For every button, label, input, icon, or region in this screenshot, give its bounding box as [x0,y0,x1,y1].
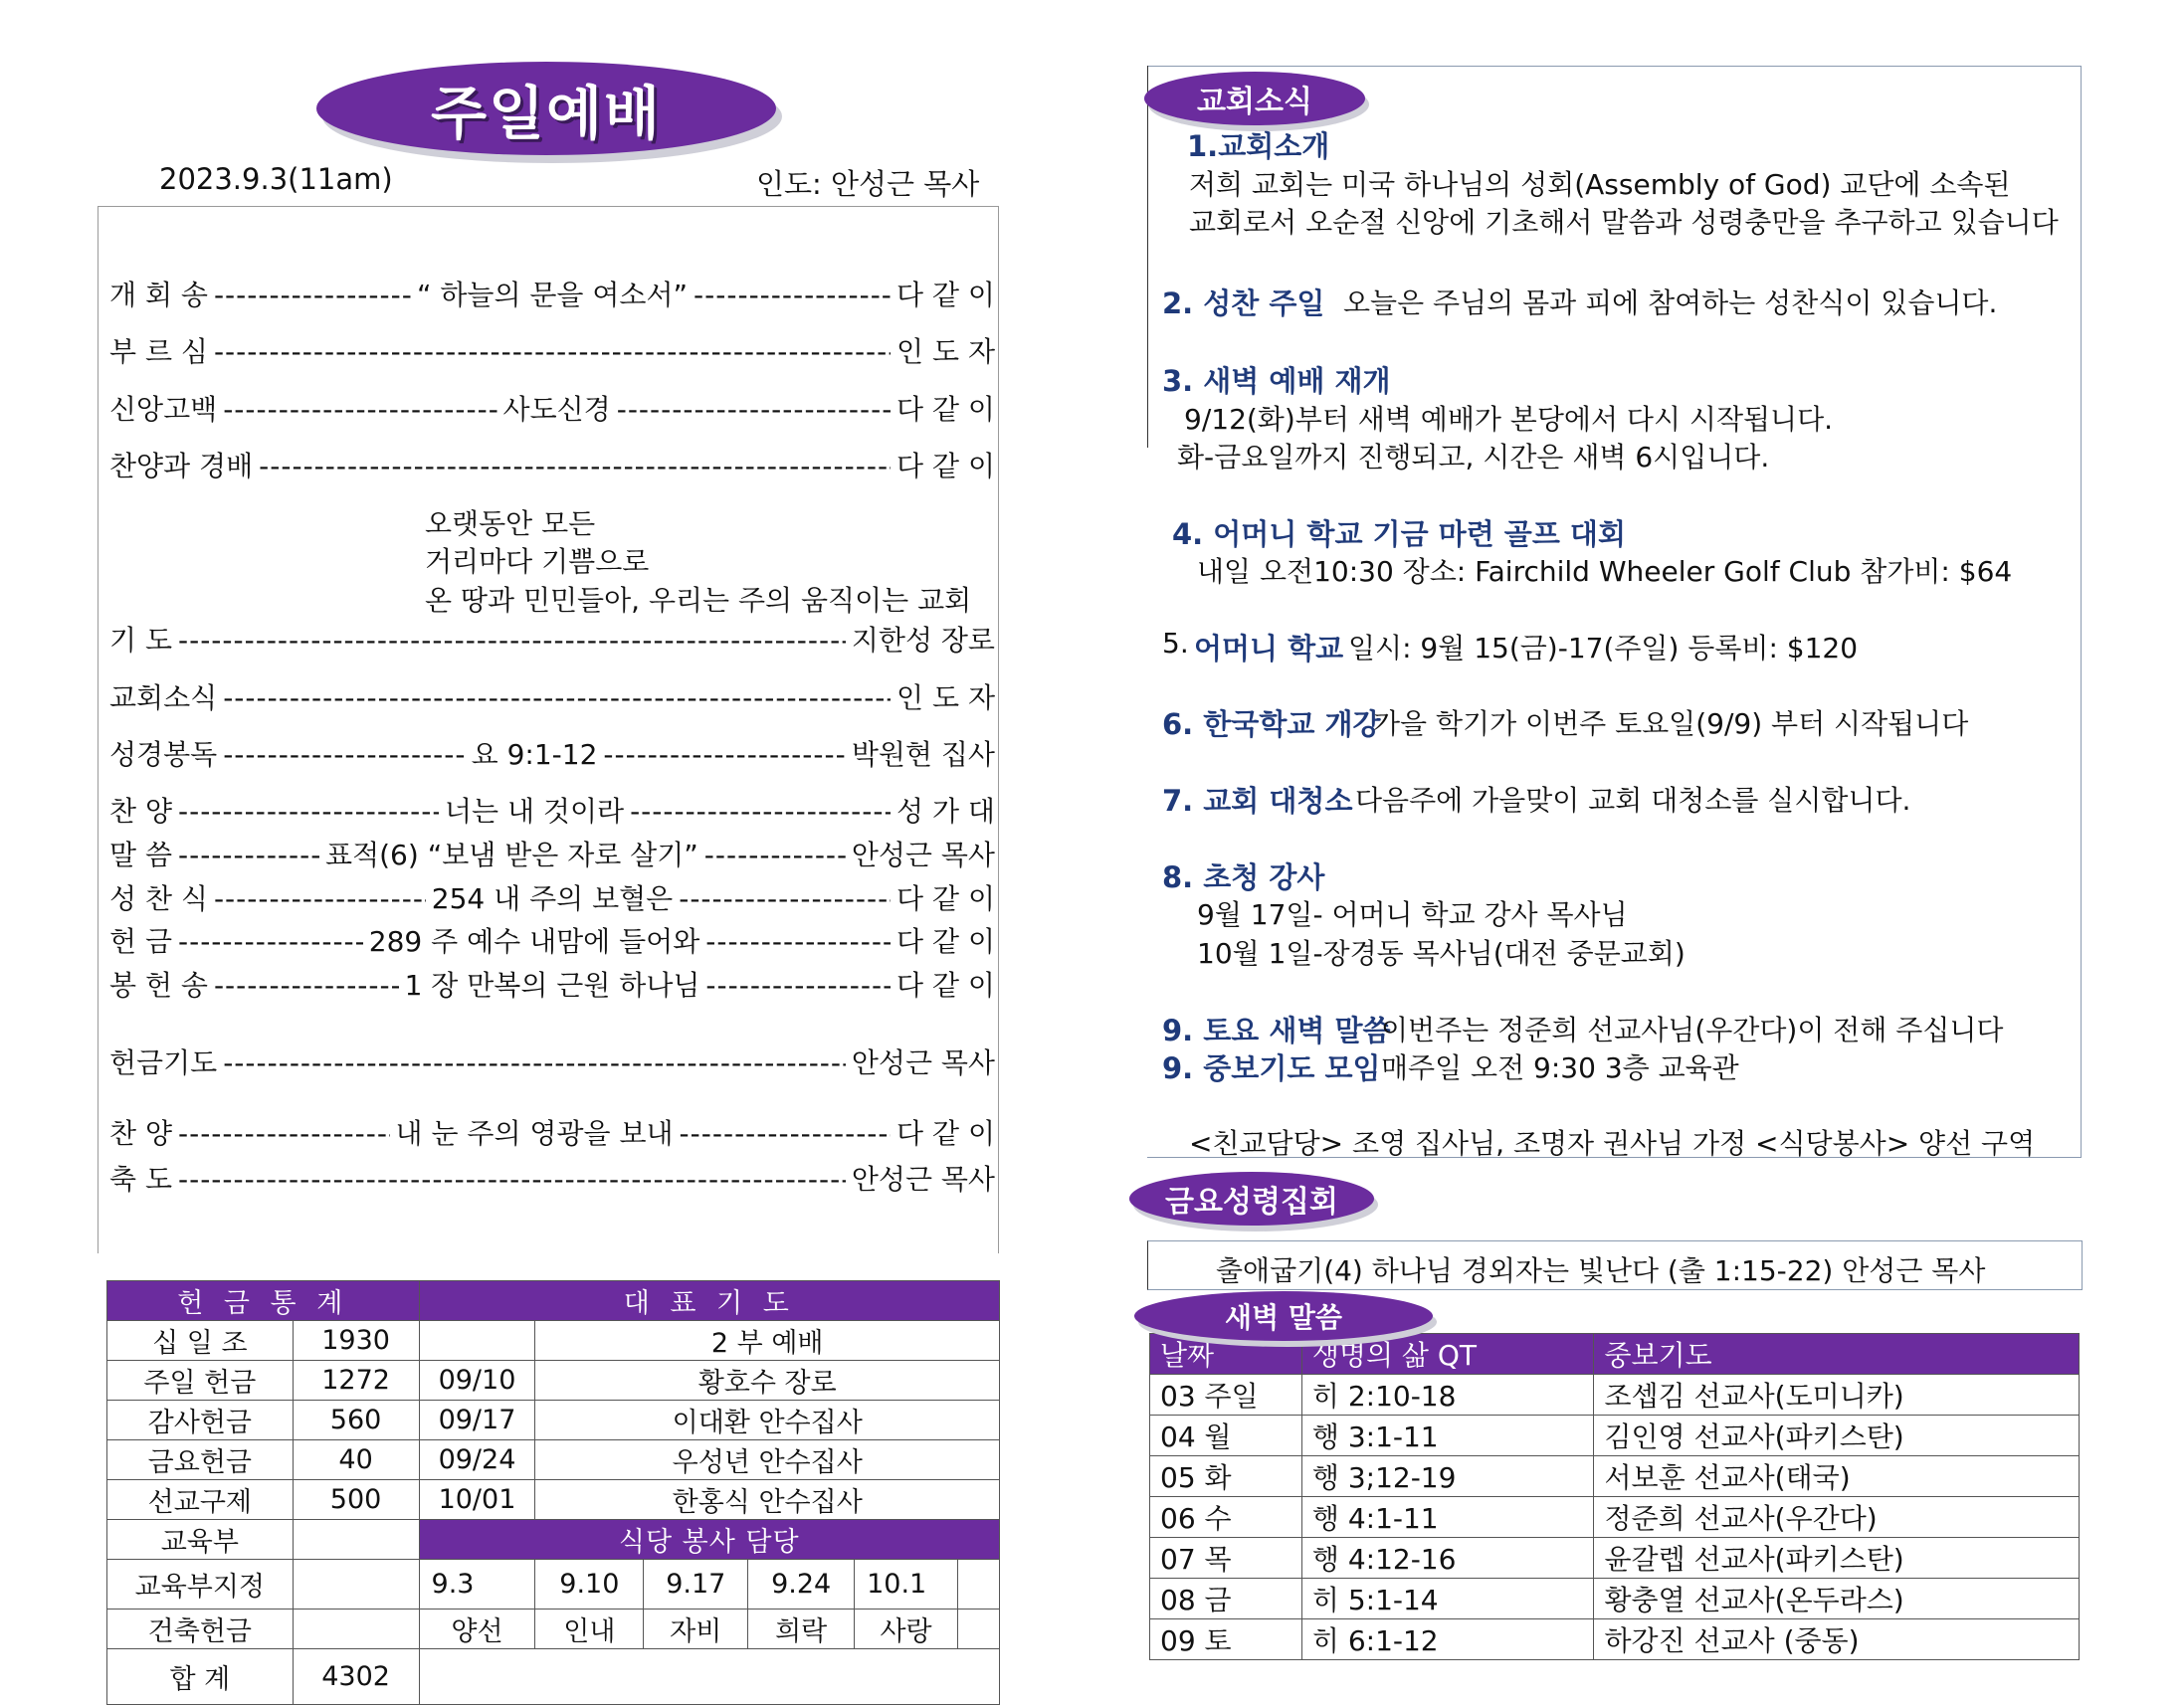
dash-leader [679,882,891,915]
dawn-qt-table [1149,1333,2080,1660]
order-item-label: 찬 양 [109,1117,172,1150]
dining-group: 인내 [535,1610,644,1649]
order-item-label: 축 도 [109,1163,172,1196]
dash-leader [705,969,891,1002]
service-date: 2023.9.3(11am) [159,162,393,196]
order-item-label: 헌 금 [109,925,172,958]
table-row [1150,1538,2080,1579]
order-item-person: 다 같 이 [896,279,995,311]
order-item-content: 289 주 예수 내맘에 들어와 [368,925,700,958]
news-text: 교회로서 오순절 신앙에 기초해서 말씀과 성령충만을 추구하고 있습니다 [1189,206,2059,239]
news-heading: 7. 교회 대청소 [1162,784,1353,818]
order-item [109,445,995,484]
order-item-person: 다 같 이 [896,1117,995,1150]
qt-prayer: 하강진 선교사 (중동) [1594,1619,2080,1660]
order-item-person: 박원현 집사 [851,738,995,771]
stat-total-amount: 4302 [293,1649,419,1705]
dining-group: 희락 [748,1610,855,1649]
church-news-badge [1144,72,1365,125]
dash-leader [680,1117,892,1150]
dash-leader [178,624,846,657]
order-item [109,733,995,773]
order-item [109,619,995,659]
worship-title: 주일예배 [430,80,663,147]
stat-name: 선교구제 [107,1480,294,1520]
table-row [1150,1416,2080,1456]
dining-date: 9.3 [419,1560,535,1610]
order-item-label: 찬양과 경배 [109,450,254,482]
qt-reading: 행 4:1-11 [1301,1497,1594,1538]
news-text: 화-금요일까지 진행되고, 시간은 새벽 6시입니다. [1177,441,1770,474]
dash-leader [259,450,891,482]
dining-group: 자비 [644,1610,748,1649]
dash-leader [178,1117,390,1150]
qt-prayer: 조셉김 선교사(도미니카) [1594,1375,2080,1416]
order-item [109,1158,995,1198]
dash-leader [178,795,439,828]
worship-title-badge [316,62,776,155]
dash-leader [705,925,891,958]
qt-header-date: 날짜 [1150,1334,1302,1375]
order-item [109,1042,995,1081]
table-row [1150,1497,2080,1538]
table-row [1150,1375,2080,1416]
stat-name: 교육부 [107,1520,294,1560]
stat-total-label: 합 계 [107,1649,294,1705]
order-item-person: 다 같 이 [896,393,995,426]
service-leader: 인도: 안성근 목사 [756,167,980,201]
dash-leader [630,795,891,828]
qt-prayer: 황충열 선교사(온두라스) [1594,1579,2080,1619]
news-text: 9/12(화)부터 새벽 예배가 본당에서 다시 시작됩니다. [1184,403,1834,436]
prayer-date: 09/10 [419,1361,535,1401]
qt-reading: 히 2:10-18 [1301,1375,1594,1416]
stat-amount [293,1610,419,1649]
order-item-person: 다 같 이 [896,925,995,958]
stat-name: 건축헌금 [107,1610,294,1649]
news-text: 가을 학기가 이번주 토요일(9/9) 부터 시작됩니다 [1373,707,1969,740]
dash-leader [223,738,465,771]
news-text: 오늘은 주님의 몸과 피에 참여하는 성찬식이 있습니다. [1343,286,1998,319]
dining-date: 9.24 [748,1560,855,1610]
duty-line: <친교담당> 조영 집사님, 조명자 권사님 가정 <식당봉사> 양선 구역 [1189,1127,2036,1160]
order-item-person: 다 같 이 [896,969,995,1002]
church-news-divider [1147,66,1148,448]
news-heading: 3. 새벽 예배 재개 [1162,364,1391,398]
order-item [109,920,995,960]
news-text: 다음주에 가을맞이 교회 대청소를 실시합니다. [1355,784,1911,817]
order-item-label: 봉 헌 송 [109,969,208,1002]
friday-meeting-title: 금요성령집회 [1165,1185,1338,1220]
order-item-person: 안성근 목사 [851,839,995,871]
order-item-person: 인 도 자 [896,681,995,714]
order-item-content: 내 눈 주의 영광을 보내 [395,1117,674,1150]
stat-amount: 40 [293,1440,419,1480]
stat-name: 주일 헌금 [107,1361,294,1401]
dash-leader [603,738,845,771]
order-item-person: 인 도 자 [896,335,995,368]
order-item-person: 안성근 목사 [851,1163,995,1196]
order-item [109,834,995,873]
order-item-label: 헌금기도 [109,1046,218,1079]
news-number: 5. [1162,627,1189,660]
prayer-name: 이대환 안수집사 [535,1401,1000,1440]
news-text: 10월 1일-장경동 목사님(대전 중문교회) [1197,937,1686,970]
dash-leader [214,279,411,311]
dining-date: 9.10 [535,1560,644,1610]
order-item-label: 부 르 심 [109,335,208,368]
qt-reading: 히 6:1-12 [1301,1619,1594,1660]
news-text: 이번주는 정준희 선교사님(우간다)이 전해 주십니다 [1381,1014,2004,1046]
order-item-person: 다 같 이 [896,882,995,915]
dash-leader [178,1163,846,1196]
dining-date: 9.17 [644,1560,748,1610]
order-item [109,330,995,370]
order-item-person: 다 같 이 [896,450,995,482]
order-item-content: 254 내 주의 보혈은 [431,882,674,915]
order-item-content: 사도신경 [502,393,611,426]
table-row [1150,1579,2080,1619]
news-heading: 9. 토요 새벽 말씀 [1162,1014,1391,1047]
qt-reading: 행 4:12-16 [1301,1538,1594,1579]
order-item [109,388,995,428]
offering-prayer-table [106,1280,1000,1705]
order-item [109,274,995,313]
news-heading: 어머니 학교 [1194,632,1344,665]
lyric-line: 온 땅과 민민들아, 우리는 주의 움직이는 교회 [425,584,972,617]
qt-reading: 행 3:1-11 [1301,1416,1594,1456]
news-text: 매주일 오전 9:30 3층 교육관 [1381,1051,1739,1084]
dash-leader [617,393,891,426]
qt-header-reading: 생명의 삶 QT [1301,1334,1594,1375]
dash-leader [223,681,891,714]
qt-day: 07 목 [1150,1538,1302,1579]
order-item-person: 안성근 목사 [851,1046,995,1079]
dash-leader [214,969,399,1002]
qt-prayer: 김인영 선교사(파키스탄) [1594,1416,2080,1456]
prayer-name: 황호수 장로 [535,1361,1000,1401]
order-item [109,1112,995,1152]
qt-prayer: 서보훈 선교사(태국) [1594,1456,2080,1497]
order-item-label: 기 도 [109,624,172,657]
dash-leader [694,279,891,311]
news-text: 9월 17일- 어머니 학교 강사 목사님 [1197,898,1628,931]
qt-day: 03 주일 [1150,1375,1302,1416]
prayer-date: 10/01 [419,1480,535,1520]
prayer-name: 우성년 안수집사 [535,1440,1000,1480]
dining-group: 사랑 [855,1610,958,1649]
dash-leader [178,839,319,871]
stat-name: 감사헌금 [107,1401,294,1440]
news-text: 일시: 9월 15(금)-17(주일) 등록비: $120 [1348,632,1859,664]
stat-amount: 1930 [293,1321,419,1361]
dash-leader [223,393,496,426]
prayer-name: 한홍식 안수집사 [535,1480,1000,1520]
dash-leader [178,925,363,958]
lyric-line: 오랫동안 모든 [425,507,596,540]
dining-header: 식당 봉사 담당 [419,1520,999,1560]
order-item [109,877,995,917]
qt-prayer: 윤갈렙 선교사(파키스탄) [1594,1538,2080,1579]
order-item [109,964,995,1004]
order-item-content: “ 하늘의 문을 여소서” [416,279,689,311]
dining-group: 양선 [419,1610,535,1649]
order-item-person: 성 가 대 [896,795,995,828]
church-news-title: 교회소식 [1197,85,1312,119]
qt-day: 05 화 [1150,1456,1302,1497]
prayer-service-title: 2 부 예배 [535,1321,1000,1361]
order-item-label: 개 회 송 [109,279,208,311]
table-row [1150,1456,2080,1497]
order-item-content: 요 9:1-12 [471,738,598,771]
stat-amount: 560 [293,1401,419,1440]
order-item-label: 신앙고백 [109,393,218,426]
stat-amount: 1272 [293,1361,419,1401]
friday-meeting-badge [1129,1172,1374,1226]
qt-day: 04 월 [1150,1416,1302,1456]
dawn-word-title: 새벽 말씀 [1225,1301,1342,1334]
news-heading: 6. 한국학교 개강 [1162,707,1381,741]
order-item-label: 찬 양 [109,795,172,828]
news-text: 저희 교회는 미국 하나님의 성회(Assembly of God) 교단에 소속된 [1189,168,2011,201]
dash-leader [223,1046,846,1079]
news-heading: 4. 어머니 학교 기금 마련 골프 대회 [1172,517,1626,551]
offering-stats-header: 헌 금 통 계 [107,1281,420,1321]
qt-prayer: 정준희 선교사(우간다) [1594,1497,2080,1538]
dawn-word-badge [1134,1291,1433,1341]
qt-header-prayer: 중보기도 [1594,1334,2080,1375]
order-item-label: 성 찬 식 [109,882,208,915]
stat-name: 십 일 조 [107,1321,294,1361]
dash-leader [704,839,846,871]
order-item-label: 말 씀 [109,839,172,871]
order-item-label: 교회소식 [109,681,218,714]
stat-name: 금요헌금 [107,1440,294,1480]
stat-amount: 500 [293,1480,419,1520]
stat-amount [293,1560,419,1610]
qt-reading: 히 5:1-14 [1301,1579,1594,1619]
qt-reading: 행 3;12-19 [1301,1456,1594,1497]
order-item-content: 표적(6) “보냄 받은 자로 살기” [325,839,698,871]
prayer-header: 대 표 기 도 [419,1281,999,1321]
order-item-content: 1 장 만복의 근원 하나님 [404,969,700,1002]
order-item-content: 너는 내 것이라 [444,795,625,828]
lyric-line: 거리마다 기쁨으로 [425,545,650,578]
friday-meeting-text: 출애굽기(4) 하나님 경외자는 빛난다 (출 1:15-22) 안성근 목사 [1216,1254,1986,1287]
qt-day: 09 토 [1150,1619,1302,1660]
qt-day: 08 금 [1150,1579,1302,1619]
qt-day: 06 수 [1150,1497,1302,1538]
news-text: 내일 오전10:30 장소: Fairchild Wheeler Golf Club 참가비: $64 [1197,555,2013,588]
order-item [109,676,995,716]
dining-date: 10.1 [855,1560,958,1610]
prayer-date: 09/24 [419,1440,535,1480]
dash-leader [214,882,426,915]
news-heading: 1.교회소개 [1187,129,1330,163]
stat-name: 교육부지정 [107,1560,294,1610]
stat-amount [293,1520,419,1560]
dash-leader [214,335,891,368]
order-item [109,790,995,830]
table-row [1150,1619,2080,1660]
news-heading: 8. 초청 강사 [1162,860,1325,894]
prayer-date: 09/17 [419,1401,535,1440]
order-item-person: 지한성 장로 [851,624,995,657]
news-heading: 9. 중보기도 모임 [1162,1051,1381,1085]
order-item-label: 성경봉독 [109,738,218,771]
news-heading: 2. 성찬 주일 [1162,286,1325,320]
